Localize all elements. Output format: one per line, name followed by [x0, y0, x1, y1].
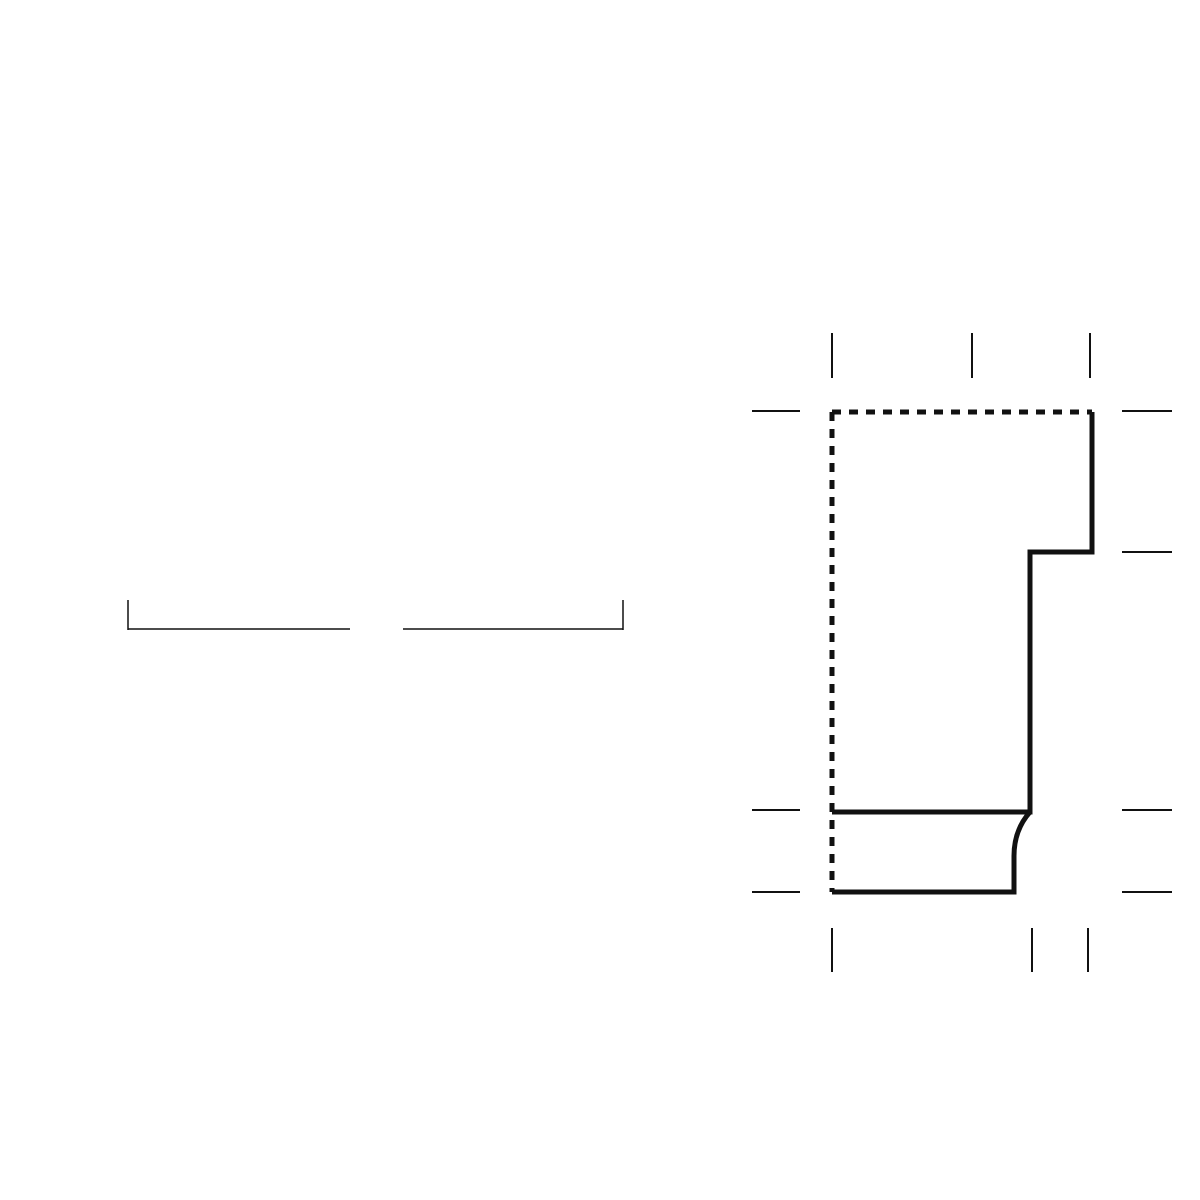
- repeat-bracket: [128, 600, 623, 630]
- garment-pattern: [752, 333, 1172, 972]
